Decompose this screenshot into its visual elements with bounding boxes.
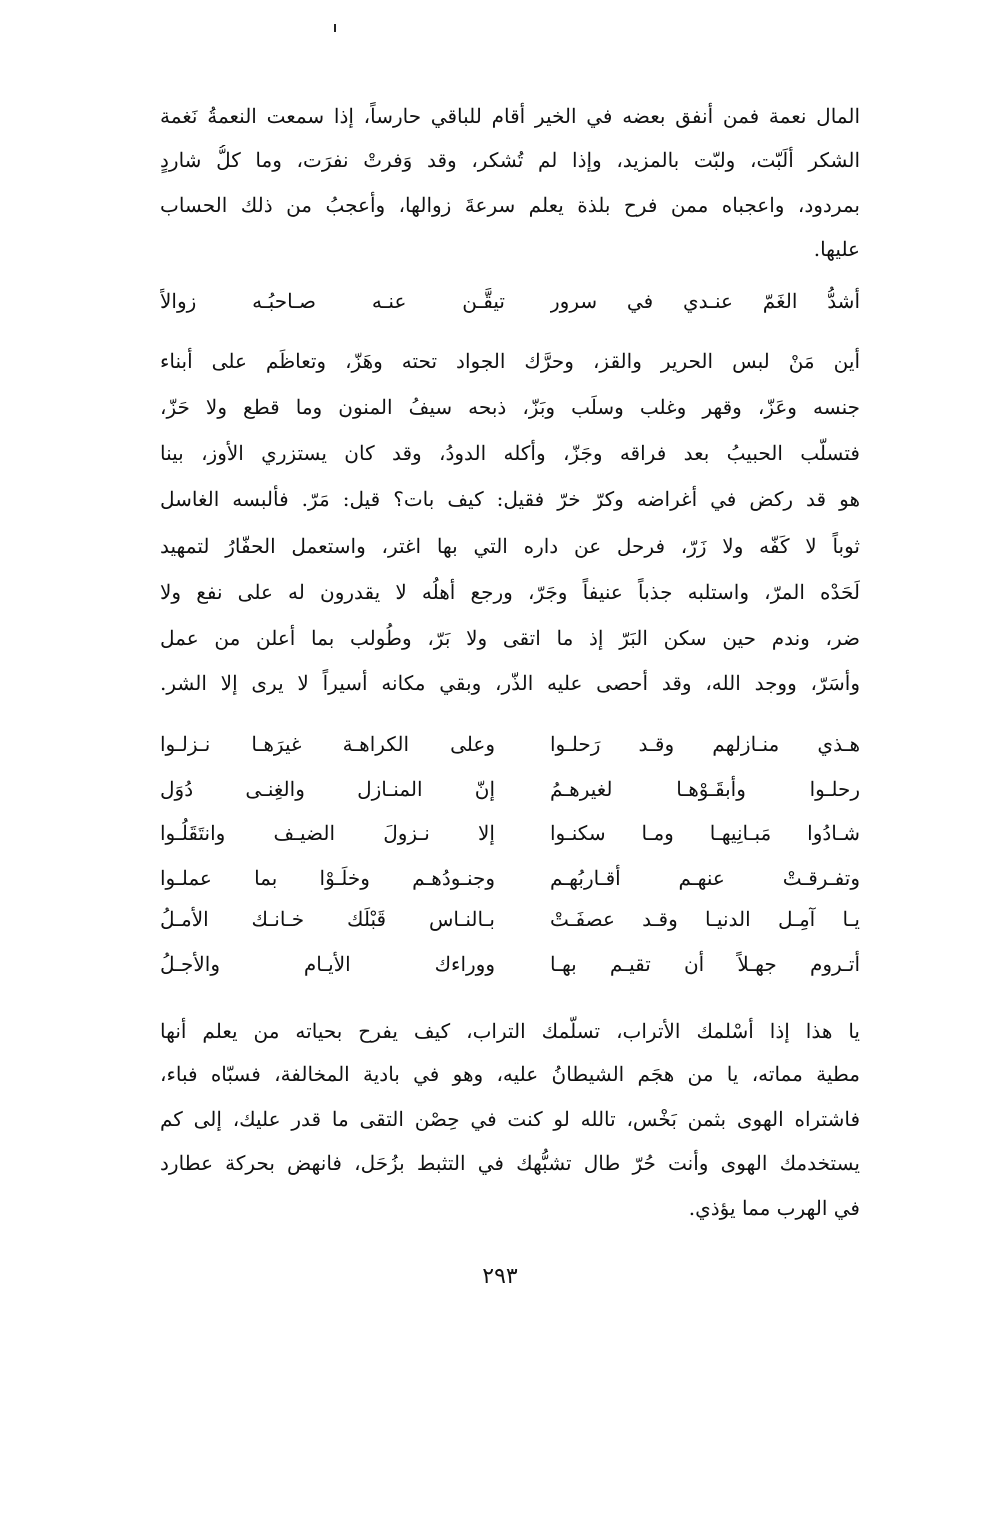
poem-verse	[160, 728, 860, 760]
poem-verse	[160, 862, 860, 894]
paragraph-2-line-1: أين مَنْ لبس الحرير والقز، وحرَّك الجواد تحته وهَزّ، وتعاظَم على أبناء	[160, 349, 860, 373]
poem-second-hemistich: إنّ المنـازل والغِنـى دُوَل	[160, 777, 495, 801]
scan-mark	[334, 24, 336, 32]
poem-first-hemistich: رحلـوا وأبقَـوْهـا لغيرهـمُ	[550, 777, 860, 801]
poem-verse	[160, 773, 860, 805]
verse-1-second-hemistich: تيقَّـن عنـه صـاحبُـه زوالاً	[160, 289, 505, 313]
paragraph-3-line-2: مطية مماته، يا من هجَم الشيطانُ عليه، وهو في بادية المخالفة، فسبّاه فباء،	[160, 1062, 860, 1086]
paragraph-1-line-3: بمردود، واعجباه ممن فرح بلذة يعلم سرعةَ زوالها، وأعجبُ من ذلك الحساب	[160, 193, 860, 217]
poem-verse	[160, 903, 860, 935]
poem-first-hemistich: شـادُوا مَبـانِيهـا ومـا سكنـوا	[550, 821, 860, 845]
poem-verse	[160, 948, 860, 980]
poem-verse	[160, 817, 860, 849]
poem-first-hemistich: يـا آمِـل الدنيـا وقـد عصفَـتْ	[550, 907, 860, 931]
paragraph-3-line-4: يستخدمك الهوى وأنت حُرّ طال تشبُّهك في التثبط بزُحَل، فانهض بحركة عطارد	[160, 1151, 860, 1175]
poem-second-hemistich: ووراءك الأيـام والأجـلُ	[160, 952, 495, 976]
verse-1	[160, 285, 860, 317]
paragraph-3-line-5: في الهرب مما يؤذي.	[688, 1196, 860, 1220]
paragraph-2-line-6: لَحَدْه المرّ، واستلبه جذباً عنيفاً وجَرّ، ورجع أهلُه لا يقدرون له على نفع ولا	[160, 580, 860, 604]
poem-first-hemistich: هـذي منـازلهم وقـد رَحلـوا	[550, 732, 860, 756]
poem-second-hemistich: وعلى الكراهـة غيرَهـا نـزلـوا	[160, 732, 495, 756]
verse-1-first-hemistich: أشدُّ الغَمّ عنـدي في سرور	[550, 289, 860, 313]
paragraph-1-line-2: الشكر ألَبّت، ولبّت بالمزيد، وإذا لم تُشكر، وقد وَفرتْ نفرَت، وما كلُّ شاردٍ	[160, 148, 860, 172]
poem-second-hemistich: بـالنـاس قَبْلَك خـانـك الأمـلُ	[160, 907, 495, 931]
paragraph-1-line-4: عليها.	[813, 237, 860, 261]
poem-first-hemistich: وتفـرقـتْ عنهـم أقـاربُهـم	[550, 866, 860, 890]
paragraph-2-line-2: جنسه وعَزّ، وقهر وغلب وسلَب وبَزّ، ذبحه سيفُ المنون وما قطع ولا حَزّ،	[160, 395, 860, 419]
poem-first-hemistich: أتـروم جهـلاً أن تقيـم بهـا	[550, 952, 860, 976]
poem-second-hemistich: وجنـودُهـم وخلَـوْا بما عملـوا	[160, 866, 495, 890]
paragraph-2-line-4: هو قد ركض في أغراضه وكرّ خرّ فقيل: كيف بات؟ قيل: مَرّ. فألبسه الغاسل	[160, 487, 860, 511]
poem-second-hemistich: إلا نـزولَ الضيـف وانتَقَلُـوا	[160, 821, 495, 845]
paragraph-3-line-1: يا هذا إذا أسْلمك الأتراب، تسلّمك التراب، كيف يفرح بحياته من يعلم أنها	[160, 1019, 860, 1043]
paragraph-2-line-7: ضر، وندم حين سكن البَرّ إذ ما اتقى ولا بَرّ، وطُولب بما أعلن من عمل	[160, 626, 860, 650]
paragraph-1-line-1: المال نعمة فمن أنفق بعضه في الخير أقام للباقي حارساً، إذا سمعت النعمةُ نَغمة	[160, 104, 860, 128]
paragraph-2-line-5: ثوباً لا كَفّه ولا زَرّ، فرحل عن داره التي بها اغتر، واستعمل الحفّارُ لتمهيد	[160, 534, 860, 558]
paragraph-3-line-3: فاشتراه الهوى بثمن بَخْس، تالله لو كنت في حِصْن التقى ما قدر عليك، إلى كم	[160, 1107, 860, 1131]
paragraph-2-line-3: فتسلَّب الحبيبُ بعد فراقه وجَزّ، وأكله الدودُ، وقد كان يستزري الأوز، بينا	[160, 441, 860, 465]
page-number: ٢٩٣	[482, 1264, 518, 1289]
paragraph-2-line-8: وأسَرّ، ووجد الله، وقد أحصى عليه الذّر، وبقي مكانه أسيراً لا يرى إلا الشر.	[160, 671, 860, 695]
